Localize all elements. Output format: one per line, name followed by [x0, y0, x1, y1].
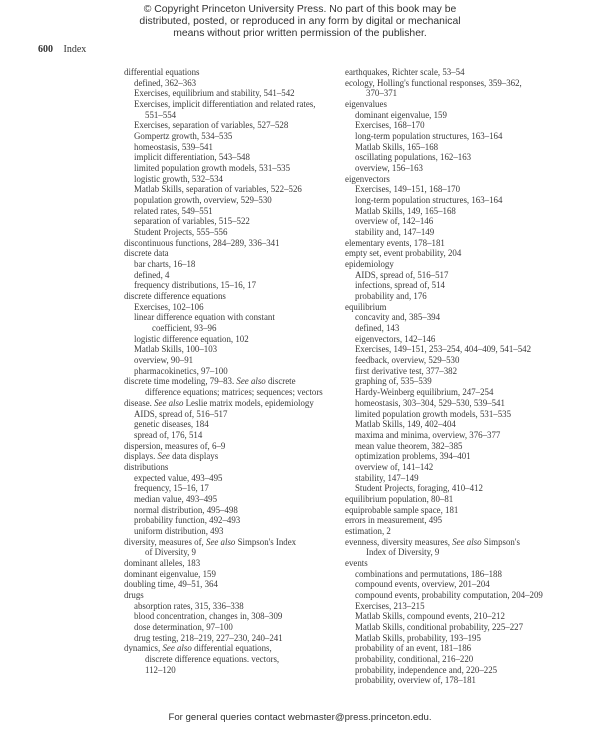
index-subentry: AIDS, spread of, 516–517: [134, 408, 228, 419]
footer-contact: For general queries contact webmaster@press.princeton.edu.: [168, 712, 432, 723]
index-entry: diversity, measures of, See also Simpson's Index: [124, 536, 297, 547]
index-subentry: probability, overview of, 178–181: [355, 675, 476, 686]
index-subentry: Matlab Skills, compound events, 210–212: [355, 611, 505, 622]
index-subentry: Matlab Skills, 149, 402–404: [355, 419, 456, 430]
index-entry: earthquakes, Richter scale, 53–54: [345, 67, 465, 77]
index-entry: discrete data: [124, 248, 169, 259]
page-number: 600: [38, 44, 53, 55]
index-subentry: long-term population structures, 163–164: [355, 131, 503, 142]
index-subentry: related rates, 549–551: [134, 205, 213, 216]
index-subentry: Matlab Skills, probability, 193–195: [355, 632, 481, 643]
copyright-line: © Copyright Princeton University Press. No part of this book may be: [143, 4, 457, 15]
index-entry: estimation, 2: [345, 525, 391, 536]
index-subentry: stability, 147–149: [355, 472, 419, 483]
index-entry: discrete time modeling, 79–83. See also discrete: [124, 376, 296, 387]
index-subentry: absorption rates, 315, 336–338: [134, 600, 244, 611]
index-entry: disease. See also Leslie matrix models, epidemiology: [124, 397, 314, 408]
index-entry: dynamics, See also differential equations,: [124, 643, 272, 654]
index-entry: dispersion, measures of, 6–9: [124, 440, 226, 451]
copyright-line: distributed, posted, or reproduced in any form by digital or mechanical: [139, 16, 461, 28]
index-entry: equilibrium population, 80–81: [345, 493, 454, 504]
index-subentry: probability function, 492–493: [134, 515, 241, 526]
index-entry: drugs: [124, 589, 144, 600]
index-entry: doubling time, 49–51, 364: [124, 579, 218, 590]
index-subentry: linear difference equation with constant: [134, 312, 275, 323]
index-subentry: Gompertz growth, 534–535: [134, 131, 233, 142]
index-subentry: bar charts, 16–18: [134, 259, 196, 270]
index-subentry: homeostasis, 539–541: [134, 141, 213, 152]
index-subentry: long-term population structures, 163–164: [355, 195, 503, 206]
index-subentry: dominant eigenvalue, 159: [355, 109, 447, 120]
index-entry: errors in measurement, 495: [345, 515, 443, 526]
index-subentry: overview of, 142–146: [355, 216, 434, 227]
index-subentry: blood concentration, changes in, 308–309: [134, 611, 283, 622]
index-entry: empty set, event probability, 204: [345, 248, 462, 259]
index-subentry: genetic diseases, 184: [134, 419, 209, 430]
index-subentry: graphing of, 535–539: [355, 376, 432, 387]
index-subentry: homeostasis, 303–304, 529–530, 539–541: [355, 397, 505, 408]
index-subentry: Exercises, 168–170: [355, 120, 425, 131]
index-subentry: defined, 143: [355, 323, 400, 334]
index-subentry: compound events, overview, 201–204: [355, 579, 490, 590]
index-subentry: median value, 493–495: [134, 493, 218, 504]
index-subentry: pharmacokinetics, 97–100: [134, 365, 228, 376]
index-subentry: Matlab Skills, 165–168: [355, 141, 439, 152]
index-subentry: optimization problems, 394–401: [355, 451, 471, 462]
index-subentry: normal distribution, 495–498: [134, 504, 238, 515]
index-subentry: Exercises, 102–106: [134, 301, 204, 312]
copyright-line: means without prior written permission of the publisher.: [173, 28, 427, 40]
index-subentry: probability of an event, 181–186: [355, 643, 472, 654]
index-entry: evenness, diversity measures, See also Simpson's: [345, 536, 520, 547]
index-entry: epidemiology: [345, 259, 394, 270]
index-entry: displays. See data displays: [124, 451, 219, 462]
index-subentry: Exercises, 213–215: [355, 600, 425, 611]
index-subentry: overview of, 141–142: [355, 461, 434, 472]
index-continuation: difference equations; matrices; sequences; vectors: [145, 387, 323, 398]
index-subentry: Exercises, implicit differentiation and related rates,: [134, 99, 316, 110]
index-subentry: expected value, 493–495: [134, 472, 223, 483]
index-continuation: 112–120: [145, 664, 176, 675]
index-subentry: probability, independence and, 220–225: [355, 664, 498, 675]
index-subentry: Exercises, separation of variables, 527–528: [134, 120, 289, 131]
index-subentry: Matlab Skills, conditional probability, 225–227: [355, 621, 524, 632]
page-header: [38, 44, 86, 55]
index-subentry: Matlab Skills, 100–103: [134, 344, 218, 355]
index-continuation: Index of Diversity, 9: [366, 547, 440, 558]
index-subentry: Exercises, 149–151, 168–170: [355, 184, 461, 195]
index-subentry: spread of, 176, 514: [134, 429, 203, 440]
index-entry: equilibrium: [345, 301, 387, 312]
index-subentry: concavity and, 385–394: [355, 312, 441, 323]
index-subentry: separation of variables, 515–522: [134, 216, 250, 227]
index-subentry: Student Projects, foraging, 410–412: [355, 483, 483, 494]
index-subentry: probability and, 176: [355, 291, 427, 302]
index-entry: eigenvalues: [345, 99, 387, 110]
index-subentry: frequency, 15–16, 17: [134, 483, 209, 494]
section-title: Index: [63, 44, 87, 55]
index-subentry: overview, 90–91: [134, 355, 194, 366]
index-column-left: [124, 67, 339, 675]
index-entry: elementary events, 178–181: [345, 237, 445, 248]
index-continuation: of Diversity, 9: [145, 547, 196, 558]
index-column-right: [345, 67, 565, 686]
index-entry: dominant eigenvalue, 159: [124, 568, 216, 579]
index-subentry: feedback, overview, 529–530: [355, 355, 460, 366]
index-continuation: discrete difference equations. vectors,: [145, 653, 280, 664]
index-subentry: implicit differentiation, 543–548: [134, 152, 250, 163]
index-entry: equiprobable sample space, 181: [345, 504, 459, 515]
index-subentry: defined, 362–363: [134, 77, 197, 88]
index-entry: distributions: [124, 461, 169, 472]
index-subentry: population growth, overview, 529–530: [134, 195, 272, 206]
index-entry: ecology, Holling's functional responses, 359–362,: [345, 77, 522, 88]
copyright-notice: [0, 4, 600, 41]
index-subentry: Matlab Skills, 149, 165–168: [355, 205, 456, 216]
index-subentry: compound events, probability computation, 204–209: [355, 589, 543, 600]
index-subentry: probability, conditional, 216–220: [355, 653, 474, 664]
index-entry: dominant alleles, 183: [124, 557, 201, 568]
index-continuation: 370–371: [366, 88, 398, 99]
index-entry: discrete difference equations: [124, 291, 226, 302]
index-subentry: stability and, 147–149: [355, 227, 435, 238]
index-subentry: defined, 4: [134, 269, 170, 280]
index-subentry: uniform distribution, 493: [134, 525, 224, 536]
index-entry: eigenvectors: [345, 173, 390, 184]
index-subentry: frequency distributions, 15–16, 17: [134, 280, 257, 291]
index-subentry: Matlab Skills, separation of variables, 522–526: [134, 184, 302, 195]
index-subentry: Hardy-Weinberg equilibrium, 247–254: [355, 387, 494, 398]
index-subentry: oscillating populations, 162–163: [355, 152, 472, 163]
index-subentry: Exercises, 149–151, 253–254, 404–409, 541–542: [355, 344, 532, 355]
index-subentry: Student Projects, 555–556: [134, 227, 228, 238]
index-subentry: Exercises, equilibrium and stability, 541–542: [134, 88, 295, 99]
index-subentry: limited population growth models, 531–535: [355, 408, 512, 419]
index-subentry: mean value theorem, 382–385: [355, 440, 463, 451]
index-subentry: maxima and minima, overview, 376–377: [355, 429, 501, 440]
index-subentry: infections, spread of, 514: [355, 280, 445, 291]
index-entry: discontinuous functions, 284–289, 336–341: [124, 237, 280, 248]
index-subentry: logistic difference equation, 102: [134, 333, 249, 344]
index-entry: differential equations: [124, 67, 200, 77]
index-subentry: drug testing, 218–219, 227–230, 240–241: [134, 632, 283, 643]
index-subentry: AIDS, spread of, 516–517: [355, 269, 449, 280]
index-continuation: 551–554: [145, 109, 177, 120]
index-subentry: overview, 156–163: [355, 163, 423, 174]
index-subentry: logistic growth, 532–534: [134, 173, 223, 184]
index-subentry: limited population growth models, 531–535: [134, 163, 291, 174]
index-subentry: dose determination, 97–100: [134, 621, 233, 632]
index-subentry: first derivative test, 377–382: [355, 365, 458, 376]
index-entry: events: [345, 557, 368, 568]
index-subentry: combinations and permutations, 186–188: [355, 568, 502, 579]
index-subentry: eigenvectors, 142–146: [355, 333, 436, 344]
index-continuation: coefficient, 93–96: [152, 323, 217, 334]
